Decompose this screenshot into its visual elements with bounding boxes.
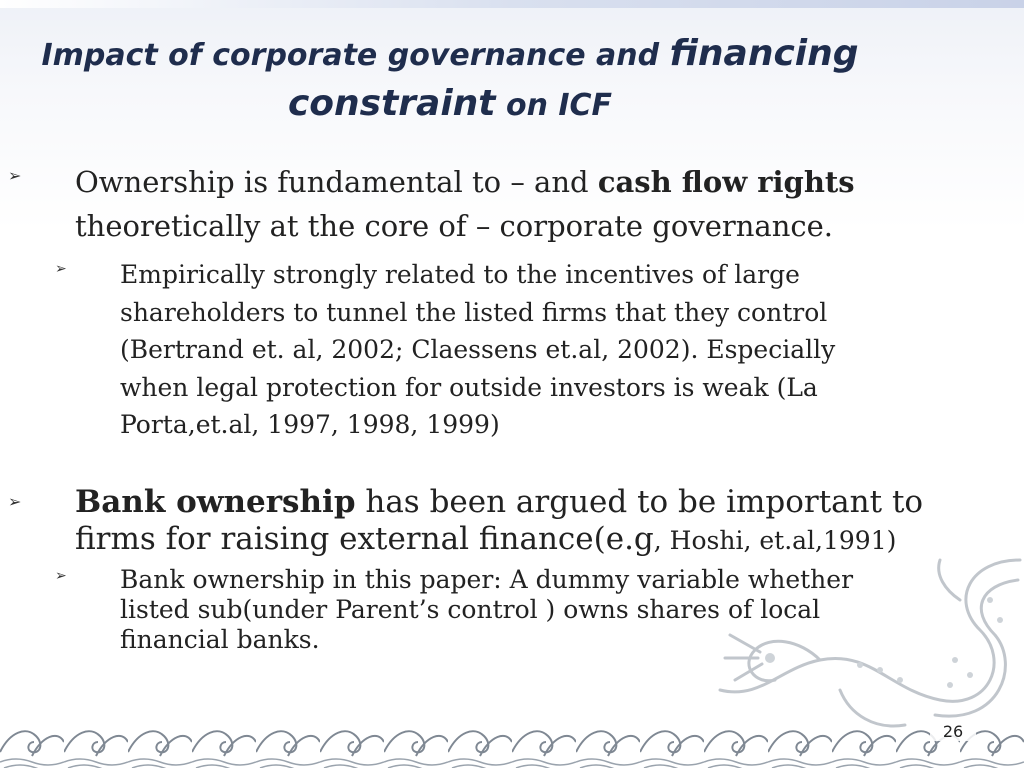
bullet-1-bold: cash flow rights — [597, 165, 855, 199]
bullet-ownership — [75, 160, 935, 248]
slide-title — [30, 30, 870, 130]
page-number: 26 — [930, 722, 976, 741]
sub-bullet-empirical: Empirically strongly related to the incentives of large shareholders to tunnel the listed firms that they control (Bertrand et. al, 2002; Claessens et.al, 2002). Especially when legal protection for outside investors is weak (La Porta,et.al, 1997, 1998, 1999) — [120, 260, 836, 439]
title-part-4: on ICF — [495, 88, 613, 123]
bullet-1-text-post: theoretically at the core of – corporate governance. — [75, 209, 834, 243]
bullet-2-reference: , Hoshi, et.al,1991) — [653, 526, 897, 555]
arrowhead-bullet-icon: ➢ — [55, 261, 67, 277]
bullet-2-text-post: has been argued to be important to firms for raising external finance(e.g — [75, 484, 924, 557]
arrowhead-bullet-icon: ➢ — [8, 492, 22, 511]
title-part-2: financing — [669, 33, 859, 74]
top-gradient-band — [0, 0, 1024, 8]
sub-bullet-bank-dummy: Bank ownership in this paper: A dummy variable whether listed sub(under Parent’s control ) owns shares of local financial banks. — [120, 565, 854, 654]
arrowhead-bullet-icon: ➢ — [55, 568, 67, 584]
title-part-3: constraint — [287, 83, 496, 124]
arrowhead-bullet-icon: ➢ — [8, 166, 22, 185]
title-part-1: Impact of corporate governance and — [41, 38, 670, 73]
bullet-2-bold: Bank ownership — [75, 484, 356, 520]
wave-border-icon — [0, 712, 1024, 768]
bullet-1-text-pre: Ownership is fundamental to – and — [75, 165, 598, 199]
